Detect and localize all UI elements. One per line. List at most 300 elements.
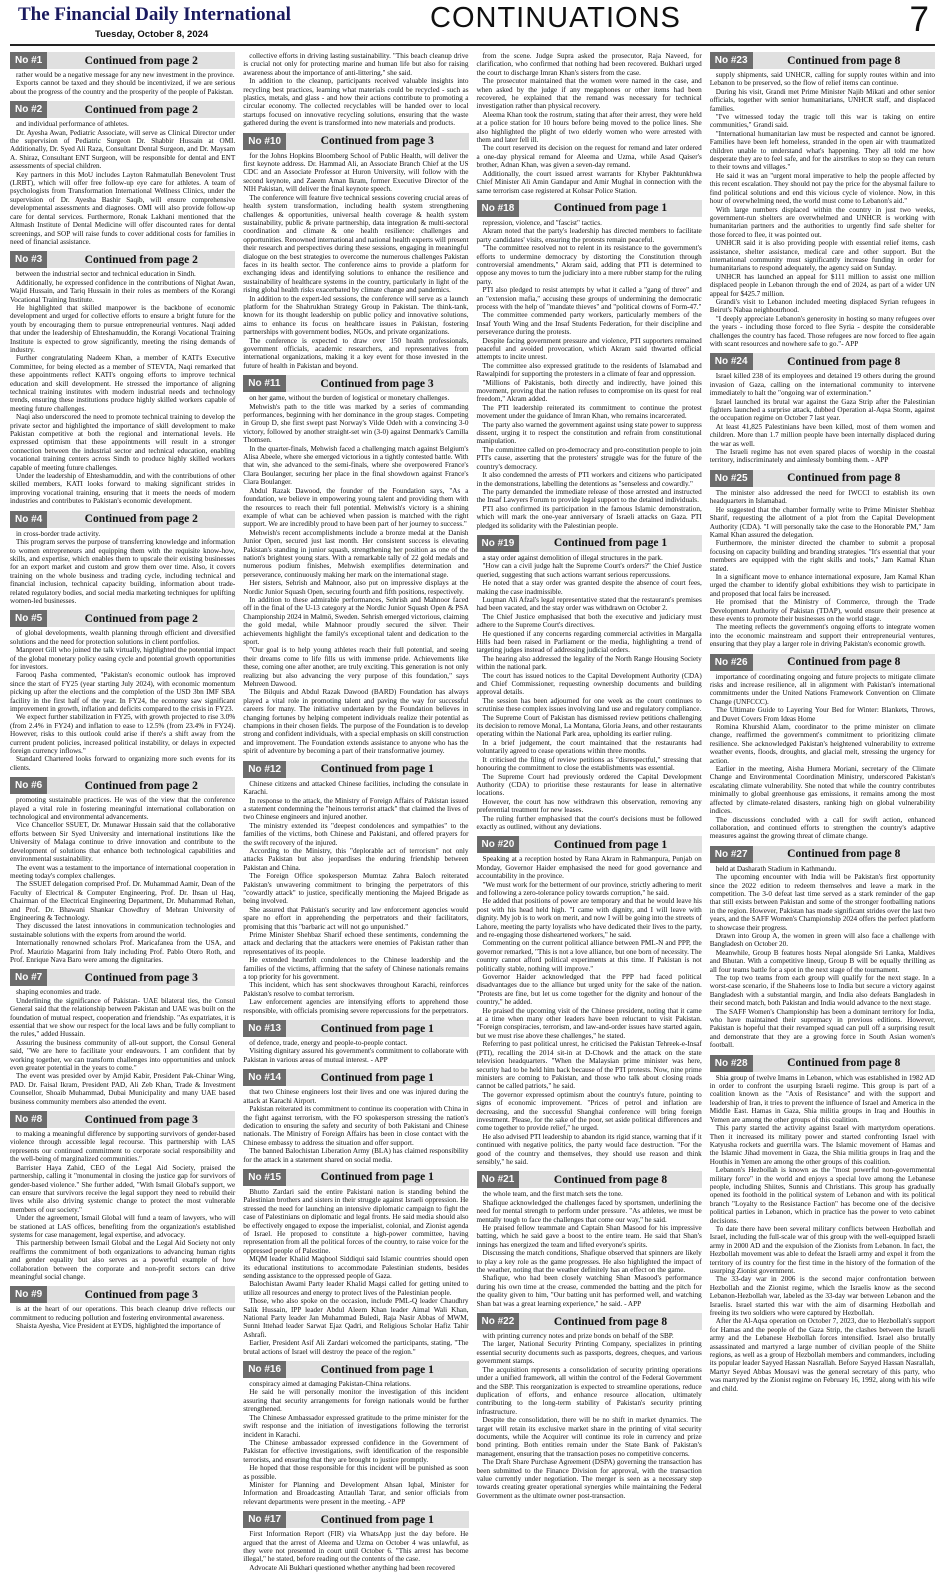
block-number: No #16 xyxy=(243,1361,286,1378)
block-header xyxy=(10,1111,235,1128)
block-number: No #1 xyxy=(10,52,47,69)
continued-from-label: Continued from page 1 xyxy=(519,200,701,217)
paragraph: Speaking at a reception hosted by Rana Akram in Rahmanpura, Punjab on Monday, Governor Haider emphasised the need for good governance and accountability in the province. xyxy=(476,855,702,881)
paragraph: The top two teams from each group will qualify for the next stage. In a worst-case scenario, if the Shaheens lose to India but secure a victory against Bangladesh with a substantial margin, and India also defeats Bangladesh in their second match, both Pakistan and India would advance to the next stage. xyxy=(709,974,935,1008)
paragraph: The banned Balochistan Liberation Army (BLA) has claimed responsibility for the attack in a statement shared on social media. xyxy=(243,1147,469,1164)
article-text xyxy=(477,855,702,1166)
paragraph: Minister for Planning and Development Ahsan Iqbal, Minister for Information and Broadcasting Attaullah Tarar, and senior officials from relevant departments were present in the meeting. - APP xyxy=(243,1480,469,1506)
continuation-block xyxy=(243,375,468,755)
paragraph: The prosecutor maintained that the women were named in the case, and when asked by the judge if any megaphones or other items had been recovered, he explained that the remand was necessary for technical investigation rather than physical recovery. xyxy=(476,77,702,111)
continued-from-label: Continued from page 1 xyxy=(286,1511,468,1528)
newspaper-page xyxy=(10,0,935,1572)
paragraph: of global developments, wealth planning through efficient and diversified solutions and the need for protection solutions in client portfolios. xyxy=(10,629,236,646)
article-text xyxy=(10,796,235,964)
dateline: Tuesday, October 8, 2024 xyxy=(95,29,209,40)
block-header xyxy=(477,1171,702,1188)
paragraph: After the Al-Aqsa operation on October 7, 2023, due to Hezbollah's support for Hamas and the people of the Gaza Strip, the clashes between the Israeli army and the Lebanese Hezbollah forces intensified. Israel also brutally assassinated and martyred a large number of civilian people of the Shiite regions, as well as a group of Hezbollah members and commanders, including its popular leader Sayyed Hassan Nasrallah. Before Sayyed Hassan Nasrallah, Martyr Seyed Abbas Mousavi was the general secretary of this party, who was martyred by the Zionist regime on February 16, 1992, along with his wife and child. xyxy=(709,1317,935,1393)
paragraph: PTI also pledged to resist attempts by what it called a "gang of three" and an "extension mafia," accusing these groups of undermining the democratic process with the help of "mandate thieves" and "political clowns of Form-47." xyxy=(476,286,702,311)
continuation-block xyxy=(477,200,702,530)
continued-from-label: Continued from page 3 xyxy=(286,375,469,392)
paragraph: Visiting dignitary assured his government's commitment to collaborate with Pakistan in various areas of mutual interest. - APP xyxy=(243,1047,469,1064)
article-text xyxy=(710,489,935,649)
paragraph: The court reserved its decision on the request for remand and later ordered a one-day physical remand for Aleema and Uzma, while Asad Qaiser's brother, Adnan Khan, was given a seven-day remand. xyxy=(476,144,702,170)
continuation-block xyxy=(710,353,935,464)
continued-from-label: Continued from page 1 xyxy=(286,1020,468,1037)
paragraph: The ministry extended its "deepest condolences and sympathies" to the families of the victims, both Chinese and Pakistani, and offered prayers for the swift recovery of the injured. xyxy=(243,821,469,847)
paragraph: Prime Minister Shehbaz Sharif echoed these sentiments, condemning the attack and declaring that the attackers were enemies of Pakistan rather than representatives of its people. xyxy=(243,931,469,956)
block-number: No #28 xyxy=(710,1055,753,1072)
paragraph: He questioned if any concerns regarding commercial activities in Margalla Hills had been raised in Parliament or the media, highlighting a trend of targeting judges instead of addressing judicial orders. xyxy=(476,629,702,655)
article-text xyxy=(243,1380,468,1506)
continued-from-label: Continued from page 2 xyxy=(47,777,235,794)
paragraph: on her game, without the burden of logistical or monetary challenges. xyxy=(249,394,450,403)
paragraph: The upcoming encounter with India will be Pakistan's first opportunity since the 2022 edition to redeem themselves and leave a mark in the competition. The 3-0 defeat last time served as a stark reminder of the gap that still exists between Pakistan and some of the stronger footballing nations in the region. However, Pakistan has made significant strides over the last two years, and the SAFF Women's Championship 2024 offers the perfect platform to showcase their progress. xyxy=(709,873,935,932)
paragraph: This partnership between Ismail Global and the Legal Aid Society not only reaffirms the commitment of both organizations to advancing human rights and gender equality but also serves as a powerful example of how collaboration between the corporate and non-profit sectors can drive meaningful social change. xyxy=(10,1239,236,1281)
block-number: No #8 xyxy=(10,1111,47,1128)
paragraph: Dr. Ayesha Awan, Pediatric Associate, will serve as Clinical Director under the supervision of Pediatric Surgeon Dr. Shabbir Hussain at OMI. Additionally, Dr. Syed Ali Raza, Consultant Dental Surgeon, and Dr. Maysam A. Shiraz, Consultant ENT Surgeon, will be responsible for dental and ENT assessments of special children. xyxy=(10,128,236,171)
paragraph: "How can a civil judge halt the Supreme Court's orders?" the Chief Justice queried, suggesting that such actions warrant serious repercussions. xyxy=(476,562,702,579)
paragraph: The conference will feature five technical sessions covering crucial areas of health system transformation, including health system strengthening challenges & opportunities, universal health coverage & health system sustainability, public & private partnership, data integration & multi-sectoral coordination and climate & one health resilience: challenges and opportunities. Renowned international and national health experts will present their research and perspectives during these sessions, engaging in meaningful dialogue on the best strategies to overcome the numerous challenges Pakistan faces in its health sector. The conference aims to provide a platform for exchanging ideas and identifying solutions to enhance the resilience and sustainability of healthcare systems in the country, particularly in light of the rising global health risks exacerbated by climate change and pandemics. xyxy=(243,193,469,295)
paragraph: This program serves the purpose of transferring knowledge and information to women entrepreneurs and equipping them with the requisite know-how, skills, and expertise, which enables them to upscale their existing businesses for an export market and custom and grow them over time. Also, it covers training on the whole business and trading cycle, including technical and financial inclusion, technical capacity building, information about trade-related regulatory bodies, and social media marketing techniques for uplifting women-led businesses. xyxy=(10,538,236,605)
paragraph: UNHCR said it is also providing people with essential relief items, cash assistance, shelter assistance, medical care and other support. But the international community must significantly increase funding in order for humanitarians to respond adequately, the agency said on Sunday. xyxy=(709,239,935,273)
paragraph: The SSUET delegation comprised Prof. Dr. Muhammad Aamir, Dean of the Faculty of Electrical & Computer Engineering, Prof. Dr. Ihsan ul Haq, Chairman of the Electrical Engineering Department, Dr. Muhammad Rehan, and Prof. Dr. Bhawani Shankar Chowdhry of Mehran University of Engineering & Technology. xyxy=(10,880,236,922)
block-header xyxy=(710,846,935,863)
paragraph: The SAFF Women's Championship has been a dominant territory for India, who have maintained their supremacy in previous editions. However, Pakistan is hopeful that their revamped squad can pull off a surprising result and demonstrate that they are a growing force in South Asian women's football. xyxy=(709,1007,935,1050)
block-header xyxy=(710,470,935,487)
paragraph: Drawn into Group A, the women in green will also face a challenge with Bangladesh on October 20. xyxy=(709,931,935,949)
block-header xyxy=(10,969,235,986)
block-header xyxy=(243,1069,468,1086)
article-text xyxy=(243,1088,468,1164)
continuation-block xyxy=(710,654,935,841)
paragraph: MQM leader Khalid Maqbool Siddiqui said Islamic countries should open its educational institutions to accommodate Palestinian students, besides sending assistance to the oppressed people of Gaza. xyxy=(243,1255,469,1280)
paragraph: The governor expressed optimism about the country's future, pointing to signs of economic improvement. "Prices of petrol and inflation are decreasing, and the successful Shanghai conference will bring foreign investment. Please, for the sake of the poor, set aside political differences and come together to provide relief," he urged. xyxy=(476,1090,702,1133)
paragraph: collective efforts in driving lasting sustainability. "This beach cleanup drive is crucial not only for protecting marine and human life but also for raising awareness about the importance of anti-littering," she said. xyxy=(243,52,469,77)
paragraph: The party also warned the government against using state power to suppress dissent, urging it to respect the constitution and refrain from constitutional manipulation. xyxy=(476,420,702,446)
block-header xyxy=(710,353,935,370)
paragraph: Israel killed 238 of its employees and detained 19 others during the ground invasion of Gaza, calling on the international community to intervene immediately to halt the "ongoing war of extermination." xyxy=(709,372,935,398)
block-number: No #17 xyxy=(243,1511,286,1528)
paragraph: Advocate Ali Bukhari questioned whether anything had been recovered xyxy=(249,1563,455,1572)
block-number: No #3 xyxy=(10,251,47,268)
article-text xyxy=(710,71,935,348)
paragraph: He said he will personally monitor the investigation of this incident assuring that security arrangements for foreign nationals would be further strengthened. xyxy=(243,1388,469,1414)
paragraph: to making a meaningful difference by supporting survivors of gender-based violence through accessible legal recourse. This partnership with LAS represents our continued commitment to corporate social responsibility and the well-being of marginalized communities." xyxy=(10,1130,236,1164)
paragraph: and individual performance of athletes. xyxy=(16,120,129,129)
article-text xyxy=(243,394,468,755)
continued-from-label: Continued from page 3 xyxy=(47,1111,235,1128)
paragraph: The court has issued notices to the Capital Development Authority (CDA) and Chief Commissioner, requesting ownership documents and building approval details. xyxy=(476,671,702,697)
paragraph: He hoped that those responsible for this incident will be punished as soon as possible. xyxy=(243,1464,469,1481)
block-number: No #12 xyxy=(243,761,286,778)
block-header xyxy=(10,101,235,118)
block-header xyxy=(243,375,468,392)
continuation-block xyxy=(710,470,935,649)
article-text xyxy=(710,673,935,841)
paragraph: The party demanded the immediate release of those arrested and instructed the Insaf Lawyers Forum to provide legal support to the detained individuals. xyxy=(476,487,702,505)
paragraph: The discussions concluded with a call for swift action, enhanced collaboration, and continued efforts to strengthen the country's adaptive measures against the growing threat of climate change. xyxy=(709,815,935,841)
paragraph: Akram noted that the party's leadership has directed members to facilitate party candidates' visits, ensuring the protests remain peaceful. xyxy=(476,227,702,244)
paragraph: It also condemned the arrests of PTI workers and citizens who participated in the demonstrations, labelling the detentions as "senseless and cowardly." xyxy=(476,471,702,488)
article-text xyxy=(10,988,235,1106)
paragraph: Internationally renowned scholars Prof. Maricafanea from the USA, and Prof. Maurizio Magarini from Italy including Prof. Pablo Otero Roth, and Prof. Enrique Nava Baro were among the dignitaries. xyxy=(10,939,236,964)
continuation-block xyxy=(710,52,935,348)
block-header xyxy=(477,1313,702,1330)
paragraph: Vice Chancellor SSUET, Dr. Munawar Hussain said that the collaborative efforts between Sir Syed University and international institutions like the University of Malaga continue to drive innovation and contribute to the development of solutions that enhance both technological capabilities and environmental sustainability. xyxy=(10,821,236,864)
paragraph: In response to the attack, the Ministry of Foreign Affairs of Pakistan issued a statement condemning the "heinous terrorist attack" that claimed the lives of two Chinese engineers and injured another. xyxy=(243,796,469,822)
continuation-block xyxy=(477,1171,702,1308)
paragraph: that two Chinese engineers lost their lives and one was injured during the attack at Karachi Airport. xyxy=(243,1088,469,1105)
paragraph: Additionally, he expressed confidence in the contributions of Nighat Awan, Wajid Hussain, and Tariq Hussain in their roles as members of the Korangi Vocational Training Institute. xyxy=(10,278,236,304)
paragraph: Key partners in this MoU includes Layton Rahmatullah Benevolent Trust (LRBT), which will offer free follow-up eye care for athletes. A team of psychologists from Transformation International Wellness Clinics, under the supervision of Dr. Ayesha Bashir Saqib, will ensure comprehensive developmental assessments and diagnoses. OMI will also provide follow-up care for dental services. Furthermore, Ronak Lakhani mentioned that the Altmash Institute of Dental Medicine will offer discounted rates for dental screenings, and SOP will raise funds to cover additional costs for families in need of financial assistance. xyxy=(10,170,236,246)
paragraph: Shafique acknowledged the challenges faced by sportsmen, underlining the need for mental strength to perform under pressure. "As athletes, we must be mentally tough to face the challenges that come our way," he said. xyxy=(476,1198,702,1224)
paragraph: Exports cannot be taxed and they should be incentivized, if we are serious about the progress of the country and the prosperity of the people of Pakistan. xyxy=(10,79,236,96)
paragraph: Those, who also spoke on the occasion, include PML-Q leader Chaudhry Salik Hussain, IPP leader Abdul Aleem Khan leader Aimal Wali Khan, National Party leader Jan Muhammad Buledi, Raja Nasir Abbas of MWM, Sunni Ittehad leader Sarwat Ejaz Qadri, and Religious Scholar Hafiz Tahir Ashrafi. xyxy=(243,1297,469,1339)
continued-from-label: Continued from page 1 xyxy=(286,1169,468,1186)
paragraph: rather would be a negative message for any new investment in the province. xyxy=(16,71,235,79)
paragraph: They discussed the latest innovations in communication technologies and sustainable solutions with the experts from around the world. xyxy=(10,922,236,939)
block-header xyxy=(710,1055,935,1072)
paragraph: The event was presided over by Amjid Kabir, President Pak-Chinar Wing, PAD. Dr. Faisal Ikram, President PAD, Ali Zeb Khan, Trade & Investment Counsellor, Shoaib Muhammad, Dubai Municipality and many UAE based business community members also attended the event. xyxy=(10,1072,236,1106)
paragraph: During his visit, Grandi met Prime Minister Najib Mikati and other senior officials, together with senior humanitarians, UNHCR staff, and displaced families. xyxy=(709,87,935,113)
paragraph: The conference is expected to draw over 150 health professionals, government officials, academic researchers, and representatives from international organizations, making it a key event for those invested in the future of health in Pakistan and beyond. xyxy=(243,336,469,370)
paragraph: the whole team, and the first match sets the tone. xyxy=(482,1190,623,1199)
paragraph: Naqi also underscored the need to promote technical training to develop the private sector and highlighted the importance of skill development to make Pakistan competitive at both the regional and international levels. He expressed optimism that these appointments will result in a stronger connection between the industrial sector and technical education, enabling vocational training centers across Sindh to produce highly skilled workers capable of meeting future challenges. xyxy=(10,413,236,472)
paragraph: Under the agreement, Ismail Global will fund a team of lawyers, who will be stationed at LAS offices, benefiting from the organization's established systems for case management, legal expertise, and advocacy. xyxy=(10,1214,236,1239)
paragraph: The Israeli regime has not even spared places of worship in the coastal territory, indiscriminately and aimlessly bombing them. - APP xyxy=(709,448,935,465)
paragraph: Israel launched its brutal war against the Gaza Strip after the Palestinian fighters launched a surprise attack, dubbed Operation al-Aqsa Storm, against the occupation regime on October 7 last year. xyxy=(709,397,935,423)
block-header xyxy=(243,1511,468,1528)
paragraph: held at Dasharath Stadium in Kathmandu. xyxy=(715,864,837,873)
continued-from-label: Continued from page 8 xyxy=(753,52,935,69)
continued-from-label: Continued from page 2 xyxy=(47,52,235,69)
block-number: No #22 xyxy=(477,1313,520,1330)
paragraph: However, the court has now withdrawn this observation, removing any preferential treatment for new leases. xyxy=(476,797,702,815)
paragraph: He noted that a stay order was granted despite the absence of court fees, making the case inadmissible. xyxy=(476,579,702,596)
block-number: No #4 xyxy=(10,511,47,528)
paragraph: Balochistan Awami Party leader Khalid Magsi called for getting united to utilize all resources and energy to protect lives of the Palestinian people. xyxy=(243,1280,469,1297)
article-text xyxy=(243,152,468,371)
article-text xyxy=(10,120,235,246)
paragraph: is at the heart of our operations. This beach cleanup drive reflects our commitment to reducing pollution and fostering environmental awareness. xyxy=(10,1305,236,1322)
paragraph: Luqman Ali Afzal's legal representative stated that the restaurant's premises had been vacated, and the stay order was withdrawn on October 2. xyxy=(476,595,702,613)
paragraph: The Chinese Ambassador expressed gratitude to the prime minister for the swift response and the initiation of investigations following the terrorist incident in Karachi. xyxy=(243,1413,469,1439)
article-text xyxy=(477,219,702,530)
paragraph: Underlining the significance of Pakistan- UAE bilateral ties, the Consul General said that the relationship between Pakistan and UAE was built on the foundation of mutual respect, cooperation and friendship. "As expatriates, it is essential that we show our respect for the local laws and be fully compliant to the rules," added Hussain. xyxy=(10,996,236,1039)
paragraph: Barrister Haya Zahid, CEO of the Legal Aid Society, praised the partnership, calling it "monumental in closing the justice gap for survivors of gender-based violence." She further added, "With Ismail Global's support, we can ensure that survivors receive the legal support they need to rebuild their lives while also driving systemic change to protect the most vulnerable members of our society." xyxy=(10,1163,236,1214)
article-columns xyxy=(10,52,935,1572)
block-number: No #20 xyxy=(477,836,520,853)
paragraph: "I've witnessed today the tragic toll this war is taking on entire communities," Grandi said. xyxy=(709,113,935,130)
article-text xyxy=(10,270,235,505)
article-text xyxy=(243,1039,468,1064)
continued-from-label: Continued from page 2 xyxy=(47,610,235,627)
continuation-block xyxy=(10,511,235,606)
block-header xyxy=(10,777,235,794)
block-number: No #2 xyxy=(10,101,47,118)
paragraph: Despite the consolidation, there will be no shift in market dynamics. The target will retain its exclusive market share in the printing of vital security documents, while the Acquirer will continue its role in currency and prize bond printing. Both entities remain under the State Bank of Pakistan's management, ensuring that the transaction poses no competitive concerns. xyxy=(476,1416,702,1458)
paragraph: The 33-day war in 2006 is the second major confrontation between Hezbollah and the Zionist regime, which the Israelis know as the second Lebanon-Hezbollah war, labeled as the 33-day war between Lebanon and the Israelis. Israel started this war with the aim of disarming Hezbollah and freeing its two soldiers who were captured by Hezbollah. xyxy=(709,1275,935,1318)
block-header xyxy=(10,251,235,268)
paragraph: Standard Chartered looks forward to organizing more such events for its clients. xyxy=(10,755,236,772)
paragraph: He also advised PTI leadership to abandon its rigid stance, warning that if it continued with negative politics, the party would face destruction. "For the good of the country and themselves, they should use reason and think sensibly," he said. xyxy=(476,1132,702,1166)
paragraph: "We must work for the betterment of our province, strictly adhering to merit and following a zero-tolerance policy towards corruption," he said. xyxy=(476,880,702,897)
paragraph: Grandi's visit to Lebanon included meeting displaced Syrian refugees in Beirut's Nabaa neighbourhood. xyxy=(709,297,935,315)
paragraph: At least 41,825 Palestinians have been killed, most of them women and children. More than 1.7 million people have been internally displaced during the war as well. xyxy=(709,422,935,448)
paragraph: The Supreme Court of Pakistan has dismissed review petitions challenging its decision to remove Monal, La Montana, Gloria Jeans, and other restaurants operating within the National Park area, upholding its earlier ruling. xyxy=(476,713,702,739)
paragraph: Chinese citizens and attacked Chinese facilities, including the consulate in Karachi. xyxy=(243,779,469,797)
block-header xyxy=(243,133,468,150)
continuation-block xyxy=(477,836,702,1166)
block-number: No #27 xyxy=(710,846,753,863)
paragraph: With large numbers displaced within the country in just two weeks, government-run shelters are overwhelmed and UNHCR is working with humanitarian partners and the authorities to urgently find safe shelter for those forced to flee, it was pointed out. xyxy=(709,205,935,239)
paragraph: In the quarter-finals, Mehwish faced a challenging match against Belgium's Alisa Abeele, where she emerged victorious in a tightly contested battle. With that win, she advanced to the semi-finals, where she overpowered France's Clara Boulanger, securing her place in the final showdown against France's Ciara Boulanger. xyxy=(243,444,469,487)
section-title: CONTINUATIONS xyxy=(430,2,681,34)
paragraph: The committee also expressed gratitude to the residents of Islamabad and Rawalpindi for supporting the protesters in a climate of fear and oppression. xyxy=(476,361,702,379)
page-number: 7 xyxy=(909,0,929,39)
paragraph: Governor Haider acknowledged that the PPP had faced political disadvantages due to the alliance but urged unity for the sake of the nation. "Protests are fine, but let us come together for the dignity and honour of the country," he added. xyxy=(476,973,702,1007)
paragraph: The ruling further emphasised that the court's decisions must be followed exactly as outlined, without any deviations. xyxy=(476,814,702,831)
continued-from-label: Continued from page 8 xyxy=(519,1171,701,1188)
continued-from-label: Continued from page 8 xyxy=(753,353,935,370)
paragraph: The Supreme Court had previously ordered the Capital Development Authority (CDA) to prioritise these restaurants for lease in alternative locations. xyxy=(476,772,702,798)
paragraph: "International humanitarian law must be respected and cannot be ignored. Families have been left homeless, stranded in the open air with traumatized children unable to understand what's happening. They all told me how desperate they are to feel safe, and for the airstrikes to stop so they can return to their towns and villages." xyxy=(709,129,935,172)
paragraph: Abdul Razak Dawood, the founder of the Foundation says, "As a foundation, we believe in empowering young talent and providing them with the resources to reach their full potential. Mehwish's victory is a shining example of what can be achieved when passion is matched with the right support. We are incredibly proud to have been part of her journey to success." xyxy=(243,486,469,529)
column-4 xyxy=(710,52,935,1522)
continuation-block xyxy=(10,1286,235,1330)
paragraph: He highlighted that skilled manpower is the backbone of economic development and urged for collective efforts to ensure a bright future for the youth by encouraging them to pursue entrepreneurial ventures. Naqi added that under the leadership of Ehteshamuddin, the Korangi Vocational Training Institute is expected to grow significantly, meeting the rising demands of industry. xyxy=(10,303,236,354)
continuation-block xyxy=(477,52,702,195)
paragraph: He praised fellow teammate and Captain Shan Masood for his impressive batting, which he said gave a boost to the entire team. He said that Shan's innings has energized the team and lifted everyone's spirits. xyxy=(476,1224,702,1249)
article-text xyxy=(710,372,935,464)
block-number: No #24 xyxy=(710,353,753,370)
block-number: No #14 xyxy=(243,1069,286,1086)
block-number: No #19 xyxy=(477,535,520,552)
continuation-block xyxy=(710,846,935,1050)
continued-from-label: Continued from page 8 xyxy=(753,470,935,487)
continued-from-label: Continued from page 1 xyxy=(519,535,701,552)
column-2 xyxy=(243,52,469,1572)
paragraph: In addition to the expert-led sessions, the conference will serve as a launch platform for the Shahrukhan Strategy Group in Pakistan. The think-tank, known for its thought leadership on public policy and innovative solutions, aims to enhance its focus on healthcare issues in Pakistan, fostering partnerships with government bodies, NGOs, and private organizations. xyxy=(243,294,469,337)
paragraph: Further congratulating Nadeem Khan, a member of KATI's Executive Committee, for being elected as a member of STEVTA, Naqi remarked that these appointments reflect KATI's ongoing efforts to improve technical education and skill development. He stressed the importance of aligning technical training institutes with modern industrial needs and technology trends, ensuring these institutions produce highly skilled workers capable of meeting future challenges. xyxy=(10,354,236,413)
paragraph: The meeting reflects the government's ongoing efforts to integrate women into the economic mainstream and support their entrepreneurial ventures, ensuring that they play a larger role in driving Pakistan's economic growth. xyxy=(709,623,935,649)
paragraph: promoting sustainable practices. He was of the view that the conference played a vital role in fostering meaningful international collaboration on technological and environmental advancements. xyxy=(10,796,236,822)
continuation-block xyxy=(243,1169,468,1356)
block-header xyxy=(10,610,235,627)
block-header xyxy=(477,836,702,853)
continued-from-label: Continued from page 1 xyxy=(286,1069,468,1086)
continuation-block xyxy=(243,1069,468,1164)
paragraph: He said it was an "urgent moral imperative to help the people affected by this recent escalation. They should not pay the price for the abysmal failure to find political solutions and end this vicious cycle of violence. Now, in this hour of overwhelming need, the world must come to Lebanon's aid." xyxy=(709,171,935,206)
article-text xyxy=(10,71,235,96)
paragraph: Mehwish's recent accomplishments include a bronze medal at the Danish Junior Open, secured just last month. Her consistent success is elevating Pakistan's standing in junior squash, strengthening her position as one of the nation's brightest young stars. With a remarkable tally of 22 gold medals and numerous podium finishes, Mehwish exemplifies determination and perseverance, continuously making her mark on the international stage. xyxy=(243,528,469,579)
article-text xyxy=(243,780,468,1015)
paragraph: The Chief Justice emphasised that both the executive and judiciary must adhere to the Supreme Court's directives. xyxy=(476,612,702,630)
block-number: No #13 xyxy=(243,1020,286,1037)
paragraph: Law enforcement agencies are intensifying efforts to apprehend those responsible, with officials promising severe repercussions for the perpetrators. xyxy=(243,998,469,1015)
paragraph: In a brief judgement, the court maintained that the restaurants had voluntarily agreed to cease operations within three months. xyxy=(476,738,702,756)
continuation-block xyxy=(243,1511,468,1572)
continuation-block xyxy=(10,52,235,96)
continued-from-label: Continued from page 8 xyxy=(753,654,935,671)
paragraph: "I deeply appreciate Lebanon's generosity in hosting so many refugees over the years - including those forced to flee Syria - despite the considerable challenges the country has faced. Those refugees are now forced to flee again with scant resources and nowhere safe to go."- APP xyxy=(709,314,935,348)
continued-from-label: Continued from page 8 xyxy=(753,1055,935,1072)
block-number: No #9 xyxy=(10,1286,47,1303)
article-text xyxy=(10,1130,235,1281)
article-text xyxy=(243,52,468,128)
paragraph: repression, violence, and "fascist" tactics. xyxy=(482,218,602,227)
paragraph: with printing currency notes and prize bonds on behalf of the SBP. xyxy=(482,1332,674,1341)
block-header xyxy=(10,52,235,69)
continuation-block xyxy=(10,251,235,505)
block-number: No #10 xyxy=(243,133,286,150)
paragraph: The acquisition represents a consolidation of security printing operations under a unified framework, all within the control of the Federal Government and the SBP. This reorganization is expected to streamline operations, reduce duplication of efforts, and enhance resource allocation, ultimately contributing to the long-term stability of Pakistan's security printing infrastructure. xyxy=(476,1365,702,1416)
article-text xyxy=(243,1188,468,1356)
paragraph: The larger, National Security Printing Company, specializes in printing essential security documents such as passports, degrees, cheques, and various government stamps. xyxy=(476,1340,702,1366)
paragraph: Aleema Khan took the rostrum, stating that after their arrest, they were held at a police station for 10 hours before being moved to the police lines. She also highlighted the plight of two elderly women who were arrested with them and later fell ill. xyxy=(476,110,702,145)
paragraph: Earlier, President Asif Ali Zardari welcomed the participants, stating, "The brutal actions of Israel will destroy the peace of the region." xyxy=(243,1339,469,1356)
paragraph: UNHCR has launched an appeal for $111 million to assist one million displaced people in Lebanon through the end of 2024, as part of a wider UN appeal for $425.7 million. xyxy=(709,272,935,298)
continued-from-label: Continued from page 2 xyxy=(47,511,235,528)
paragraph: Despite facing government pressure and violence, PTI supporters remained peaceful and avoided provocation, which Akram said thwarted official attempts to incite unrest. xyxy=(476,336,702,362)
paragraph: In addition to the cleanup, participants received valuable insights into recycling best practices, learning what materials could be recycled - such as plastics, metals, and glass - and how their actions contribute to promoting a circular economy. The collected recyclables will be handed over to local startups focused on innovative recycling solutions, ensuring that the waste gathered during the event is transformed into new materials and products. xyxy=(243,77,469,128)
paragraph: The Bilquis and Abdul Razak Dawood (BARD) Foundation has always played a vital role in promoting talent and paving the way for successful careers for many. The initiative undertaken by the Foundation believes in changing fortunes by helping competent individuals realize their potential as champions in their chosen fields. The purpose of the Foundation is to develop strong and confident individuals, with a special emphasis on skill construction and improvement. The Foundation extends assistance to anyone who has the spirit of adventure by becoming a part of their transformative journey. xyxy=(243,688,469,756)
article-text xyxy=(243,1530,468,1572)
paragraph: importance of coordinating ongoing and future projects to mitigate climate risks and increase resilience, all in alignment with Pakistan's international commitments under the United Nations Framework Convention on Climate Change (UNFCCC). xyxy=(709,672,935,706)
paragraph: He added that positions of power are temporary and that he would leave his post with his head held high. "I came with dignity, and I will leave with dignity. My job is to work on merit, and now I will be going into the streets of Lahore, meeting the party loyalists who have dedicated their lives to the party, and re-engaging those disheartened workers," he said. xyxy=(476,897,702,939)
paragraph: Meanwhile, Group B features hosts Nepal alongside Sri Lanka, Maldives and Bhutan. With a competitive lineup, Group B will be equally thrilling as all four teams battle for a spot in the next stage of the tournament. xyxy=(709,948,935,974)
continued-from-label: Continued from page 8 xyxy=(753,846,935,863)
continued-from-label: Continued from page 1 xyxy=(286,761,468,778)
paragraph: This party started the activity against Israel with martyrdom operations. Then it increased its military power and started confronting Israel with Katyusha rockets and guerrilla wars. The Islamic movement of Hamas and the Islamic Jihad movement in Gaza, the Shia militia groups in Iraq and the Houthis in Yemen are among the other groups of this coalition. xyxy=(709,1124,935,1166)
block-header xyxy=(10,1286,235,1303)
paragraph: Manpreet Gill who joined the talk virtually, highlighted the potential impact of the global monetary policy easing cycle and potential growth opportunities for investors. xyxy=(10,646,236,671)
block-header xyxy=(477,200,702,217)
paragraph: Discussing the match conditions, Shafique observed that spinners are likely to play a key role as the game progresses. He also highlighted the impact of the weather, noting that the weather definitely has an effect on the game. xyxy=(476,1249,702,1275)
block-header xyxy=(243,1169,468,1186)
paragraph: "Millions of Pakistanis, both directly and indirectly, have joined this movement, proving that the nation refuses to compromise on its quest for real freedom," Akram added. xyxy=(476,378,702,404)
continued-from-label: Continued from page 2 xyxy=(47,101,235,118)
paragraph: Romina Khurshid Alam, coordinator to the prime minister on climate change, reaffirmed the government's commitment to prioritizing climate resilience. She acknowledged Pakistan's heightened vulnerability to extreme weather events, floods, droughts, and glacial melt, stressing the urgency for action. xyxy=(709,723,935,765)
paragraph: Commenting on the current political alliance between PML-N and PPP, the governor remarked, "This is not a love alliance, but one born of necessity. The country cannot afford political experiments at this time. If Pakistan is not politically stable, nothing will improve." xyxy=(476,939,702,973)
block-header xyxy=(243,761,468,778)
paragraph: Shia group of twelve Imams in Lebanon, which was established in 1982 AD in order to confront the usurping Israeli regime. This group is part of a coalition known as the "Axis of Resistance" and with the support and leadership of Iran, it tries to prevent the influence of Israel and America in the Middle East. Hamas in Gaza, Shia militia groups in Iraq and Houthis in Yemen are among the other groups of this coalition. xyxy=(709,1073,935,1124)
paragraph: Her sisters, Sehrish and Mahnoor, also put on impressive displays at the Nordic Junior Squash Open, securing fourth and fifth positions, respectively. xyxy=(243,579,469,596)
continued-from-label: Continued from page 2 xyxy=(47,251,235,268)
block-header xyxy=(710,52,935,69)
paragraph: The PTI leadership reiterated its commitment to continue the protest movement under the guidance of Imran Khan, who remains incarcerated. xyxy=(476,403,702,421)
paragraph: According to the Ministry, this "deplorable act of terrorism" not only attacks Pakistan but also jeopardises the enduring friendship between Pakistan and China. xyxy=(243,846,469,872)
block-number: No #7 xyxy=(10,969,47,986)
continuation-block xyxy=(710,1055,935,1393)
paragraph: She assured that Pakistan's security and law enforcement agencies would spare no effort in apprehending the perpetrators and their facilitators, promising that this "barbaric act will not go unpunished." xyxy=(243,905,469,931)
article-text xyxy=(477,554,702,831)
paragraph: The hearing also addressed the legality of the North Range Housing Society within the national park. xyxy=(476,654,702,672)
paragraph: The event was a testament to the importance of international cooperation in meeting today's complex challenges. xyxy=(10,863,236,880)
paragraph: It criticised the filing of review petitions as "disrespectful," stressing that honouring the commitment to close the establishments was essential. xyxy=(476,755,702,773)
continuation-block xyxy=(10,777,235,964)
column-1 xyxy=(10,52,235,1522)
paragraph: First Information Report (FIR) via WhatsApp just the day before. He argued that the arrest of Aleema and Uzma on October 4 was unlawful, as they were not presented in court until October 6. "This arrest has become illegal," he stated, before reading out the contents of the case. xyxy=(243,1530,469,1564)
paragraph: The Foreign Office spokesperson Mumtaz Zahra Baloch reiterated Pakistan's unwavering commitment to bringing the perpetrators of this "cowardly attack" to justice, specifically mentioning the Majeed Brigade as being involved. xyxy=(243,872,469,906)
continued-from-label: Continued from page 1 xyxy=(519,836,701,853)
block-header xyxy=(243,1020,468,1037)
paragraph: In a significant move to enhance international exposure, Jam Kamal Khan urged the chamber to identify global exhibitions they wish to participate in and proposed that local fairs be increased. xyxy=(709,572,935,598)
paragraph: "Our goal is to help young athletes reach their full potential, and seeing their dreams come to life fills us with immense pride. Achievements like these, coming one after another, are truly exciting. This generation is not only realizing but also advancing the very purpose of this foundation," says Mehreen Dawood. xyxy=(243,646,469,689)
paragraph: for the Johns Hopkins Bloomberg School of Public Health, will deliver the first keynote address. Dr. Hammad Ali, an Associate Branch Chief at the US CDC and an Associate Professor at Huron University, will follow with the second keynote, and Zaeem Aman Ikram, former Executive Director of the NIH Pakistan, will deliver the final keynote speech. xyxy=(243,151,469,194)
continuation-block xyxy=(477,1313,702,1500)
paragraph: conspiracy aimed at damaging Pakistan-China relations. xyxy=(249,1380,411,1389)
paragraph: Additionally, the court issued arrest warrants for Khyber Pakhtunkhwa Chief Minister Ali Amin Gandapur and Amir Mughal in connection with the same terrorism case registered at Kohsar Police Station. xyxy=(476,169,702,195)
paragraph: Mehwish's path to the title was marked by a series of commanding performances, beginning with her dominance in the group stages. Competing in Group D, she first swept past Norway's Vilde Odeh with a convincing 3-0 victory, followed by another straight-set win (3-0) against Denmark's Camilla Thomsen. xyxy=(243,402,469,445)
continuation-block xyxy=(10,610,235,772)
paragraph: Lebanon's Hezbollah is known as the "most powerful non-governmental military force" in the world and enjoys a special love among the Lebanese people, including Shiites, Sunnis and Christians. This group has gradually opened its foothold in the political system of Lebanon and with its political branch "Loyalty to the Resistance Faction" has become one of the decisive political parties in Lebanon, which in practice has the power to veto cabinet decisions. xyxy=(709,1166,935,1225)
paragraph: The Chinese ambassador expressed confidence in the Government of Pakistan for effective investigations, swift identification of the responsible terrorists, and ensuring that they are brought to justice promptly. xyxy=(243,1438,469,1464)
paragraph: He praised the upcoming visit of the Chinese president, noting that it came at a time when many other leaders have been reluctant to visit Pakistan. "Foreign conspiracies, terrorism, and law-and-order issues have started again, but we must rise above these challenges," he stated. xyxy=(476,1006,702,1040)
paragraph: To date there have been several military conflicts between Hezbollah and Israel, including the full-scale war of this group with the well-equipped Israeli army in 2000 AD and the expulsion of the Zionists from Lebanon. In fact, the Hezbollah movement was able to defeat the Israeli army and expel it from the territory of its country for the first time in the history of the formation of the usurping Zionist government. xyxy=(709,1224,935,1275)
paragraph: He suggested that the chamber formally write to Prime Minister Shehbaz Sharif, requesting the allotment of a plot from the Capital Development Authority (CDA). "I will personally take the case to the Honorable PM," Jam Kamal Khan assured the delegation. xyxy=(709,505,935,539)
continuation-block xyxy=(243,1020,468,1064)
block-header xyxy=(477,535,702,552)
paragraph: in cross-border trade activity. xyxy=(16,529,101,538)
continued-from-label: Continued from page 1 xyxy=(286,1361,468,1378)
continuation-block xyxy=(243,761,468,1015)
paragraph: Bhutto Zardari said the entire Pakistani nation is standing behind the Palestinian brothers and sisters in their struggle against Israeli oppression. He stressed the need for launching an intensive diplomatic campaign to fight the case of Palestinians on diplomatic and legal fronts. He said media should also be effectively engaged to expose the imperialist, colonial, and Zionist agenda of Israel. He proposed to constitute a high-power committee, having representation from all the political forces of the country, to raise voice for the oppressed people of Palestine. xyxy=(243,1187,469,1255)
paragraph: Referring to past political unrest, he criticised the Pakistan Tehreek-e-Insaf (PTI), recalling the 2014 sit-in at D-Chowk and the attack on the state television headquarters. "When the Malaysian prime minister was here, security had to be held him back because of the PTI protests. Now, nine prime ministers are coming to Pakistan, and those who talk about closing roads cannot be called patriots," he said. xyxy=(476,1040,702,1091)
paper-name: The Financial Daily International xyxy=(18,4,291,25)
paragraph: a stay order against demolition of illegal structures in the park. xyxy=(482,553,663,562)
article-text xyxy=(477,52,702,195)
paragraph: "The committee resolved not to relent in its resistance to the government's efforts to undermine democracy by distorting the Constitution through controversial amendments," Akram said, adding that PTI is determined to oppose any moves to turn the judiciary into a mere rubber stamp for the ruling party. xyxy=(476,244,702,286)
continuation-block xyxy=(10,101,235,246)
continued-from-label: Continued from page 3 xyxy=(47,969,235,986)
article-text xyxy=(10,530,235,606)
continuation-block xyxy=(10,1111,235,1281)
continuation-block xyxy=(243,52,468,128)
article-text xyxy=(477,1332,702,1500)
paragraph: He promised that the Ministry of Commerce, through the Trade Development Authority of Pakistan (TDAP), would ensure their presence at these events to promote their businesses on the world stage. xyxy=(709,598,935,623)
block-number: No #11 xyxy=(243,375,285,392)
block-number: No #25 xyxy=(710,470,753,487)
paragraph: Pakistan reiterated its commitment to continue its cooperation with China in the fight against terrorism, with the FO spokesperson stressing the nation's dedication to ensuring the safety and security of both Pakistani and Chinese nationals. The Ministry of Foreign Affairs has been in close contact with the Chinese embassy to address the situation and offer support. xyxy=(243,1105,469,1147)
continued-from-label: Continued from page 8 xyxy=(519,1313,701,1330)
block-number: No #18 xyxy=(477,200,520,217)
paragraph: In addition to these admirable performances, Sehrish and Mahnoor faced off in the final of the U-13 category at the Nordic Junior Squash Open & PSA Championship 2024 in Malmö, Sweden. Sehrish emerged victorious, claiming the gold medal, while Mahnoor proudly secured the silver. Their achievements highlight the family's exceptional talent and dedication to the sport. xyxy=(243,595,469,646)
continuation-block xyxy=(10,969,235,1106)
block-number: No #23 xyxy=(710,52,753,69)
block-header xyxy=(10,511,235,528)
paragraph: He extended heartfelt condolences to the Chinese leadership and the families of the victims, affirming that the safety of Chinese nationals remains a top priority for his government. xyxy=(243,956,469,982)
article-text xyxy=(10,629,235,772)
continuation-block xyxy=(243,1361,468,1506)
paragraph: supply shipments, said UNHCR, calling for supply routes within and into Lebanon to be preserved, so the flow of relief items can continue. xyxy=(709,71,935,88)
paragraph: The Ultimate Guide to Layering Your Bed for Winter: Blankets, Throws, and Duvet Covers From Ideas Home xyxy=(709,706,935,723)
paragraph: between the industrial sector and technical education in Sindh. xyxy=(16,270,196,279)
paragraph: We expect further stabilization in FY25, with growth projected to rise 3.0% (from 2.4% in FY24) and inflation to ease to 12.5% (from 23.4% in FY24). However, risks to this outlook could arise if there's a shift away from the current prudent policies, increased political instability, or delays in expected foreign currency inflows." xyxy=(10,713,236,756)
paragraph: Shaista Ayesha, Vice President at EYDS, highlighted the importance of xyxy=(16,1322,221,1331)
paragraph: PTI also confirmed its participation in the famous Islamic demonstration, which will mark the one-year anniversary of Israeli attacks on Gaza. PTI pledged its solidarity with the Palestinian people. xyxy=(476,504,702,530)
paragraph: Assuring the business community of all-out support, the Consul General said, "We are here to facilitate your endeavours. I am confident that by working together, we can transform challenges into opportunities and unlock even greater potential in the years to come." xyxy=(10,1038,236,1073)
paragraph: Farooq Pasha commented, "Pakistan's economic outlook has improved since the start of FY25 (year starting July 2024), with economic momentum picking up after the elections and the completion of the USD 3bn IMF SBA facility in the first half of the year. In FY24, the economy saw significant improvement in growth, inflation and deficits compared to the crisis in FY23. xyxy=(10,671,236,713)
paragraph: The Draft Share Purchase Agreement (DSPA) governing the transaction has been submitted to the Finance Division for approval, with the transaction value currently under negotiation. The merger is seen as a necessary step towards creating greater operational synergies while maintaining the Federal Government as the ultimate owner post-transaction. xyxy=(476,1458,702,1500)
block-number: No #26 xyxy=(710,654,753,671)
column-3 xyxy=(477,52,702,1522)
continued-from-label: Continued from page 3 xyxy=(286,133,468,150)
continuation-block xyxy=(477,535,702,831)
paragraph: from the scene. Judge Supra asked the prosecutor, Raja Naveed, for clarification, who confirmed that nothing had been recovered. Bukhari urged the court to discharge Imran Khan's sisters from the case. xyxy=(476,52,702,77)
block-header xyxy=(243,1361,468,1378)
article-text xyxy=(710,865,935,1050)
